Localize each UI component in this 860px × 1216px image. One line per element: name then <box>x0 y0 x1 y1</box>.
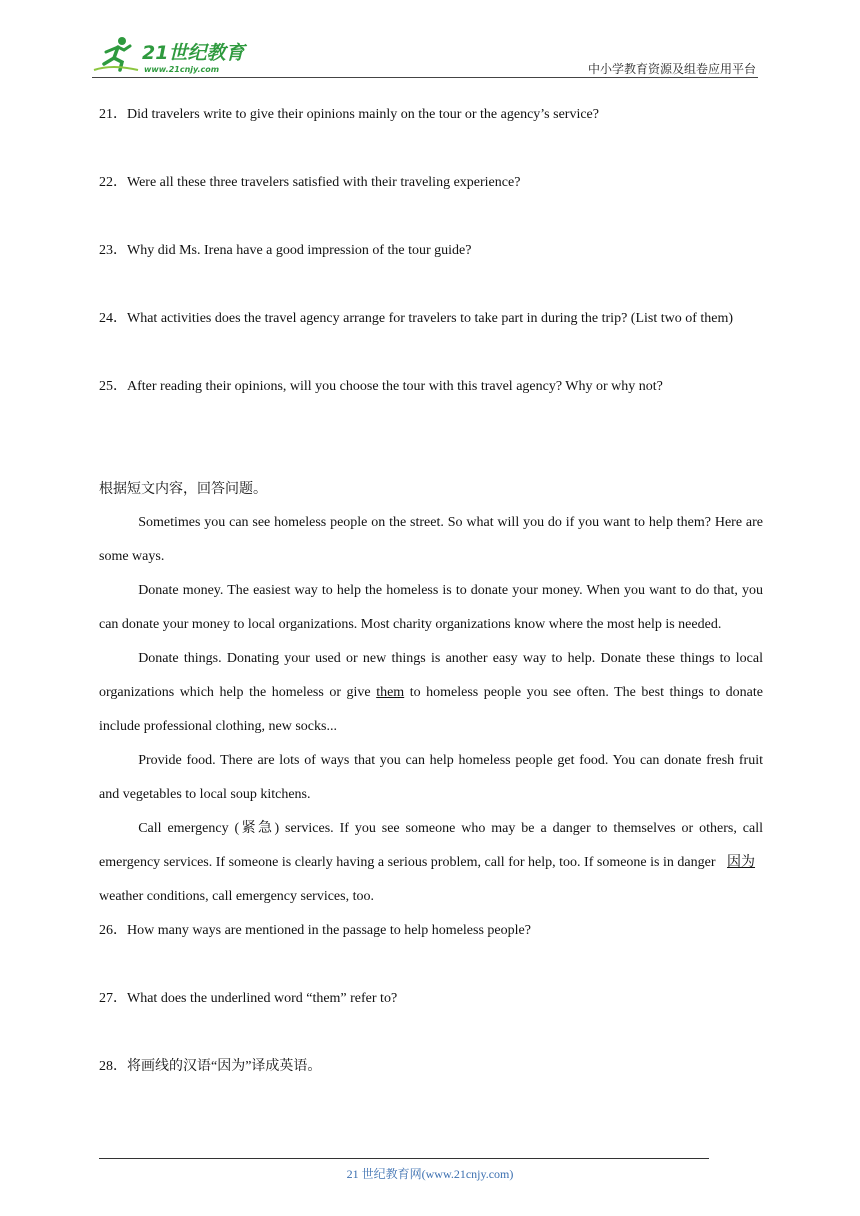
underlined-word-them: them <box>376 685 405 700</box>
document-body <box>99 98 763 1084</box>
footer-link[interactable]: 21 世纪教育网(www.21cnjy.com) <box>346 1167 514 1181</box>
section-instruction: 根据短文内容，回答问题。 <box>99 481 267 497</box>
question-23: 23．Why did Ms. Irena have a good impression of the tour guide? <box>99 243 472 258</box>
page-header <box>92 34 758 78</box>
passage-paragraph-3: Donate things. Donating your used or new things is another easy way to help. Donate these things to local organizations which help the homeless or give them to homeless people you see often. The best things to donate include professional clothing, new socks... <box>99 651 763 734</box>
passage-paragraph-4: Provide food. There are lots of ways that you can help homeless people get food. You can donate fresh fruit and vegetables to local soup kitchens. <box>99 753 763 802</box>
question-24: 24．What activities does the travel agency arrange for travelers to take part in during the trip? (List two of them) <box>99 311 734 326</box>
platform-tagline: 中小学教育资源及组卷应用平台 <box>587 62 756 76</box>
question-25: 25．After reading their opinions, will you choose the tour with this travel agency? Why or why not? <box>99 379 663 394</box>
logo-21cnjy <box>92 34 262 76</box>
svg-text:www.21cnjy.com: www.21cnjy.com <box>144 65 220 74</box>
passage-paragraph-1: Sometimes you can see homeless people on the street. So what will you do if you want to help them? Here are some ways. <box>99 515 763 564</box>
question-21: 21．Did travelers write to give their opinions mainly on the tour or the agency’s service? <box>99 107 599 122</box>
footer-divider <box>99 1158 709 1159</box>
svg-text:21世纪教育: 21世纪教育 <box>142 42 245 64</box>
question-22: 22．Were all these three travelers satisfied with their traveling experience? <box>99 175 521 190</box>
underlined-chinese-yinwei: 因为 <box>727 855 756 870</box>
passage-paragraph-5: Call emergency (紧急) services. If you see someone who may be a danger to themselves or others, call emergency services. If someone is clearly having a serious problem, call for help, too. If someone is in danger 因为 weather conditions, call emergency services, too. <box>99 821 763 904</box>
question-26: 26．How many ways are mentioned in the passage to help homeless people? <box>99 923 531 938</box>
passage-paragraph-2: Donate money. The easiest way to help the homeless is to donate your money. When you want to do that, you can donate your money to local organizations. Most charity organizations know where the most help is needed. <box>99 583 763 632</box>
question-28: 28．将画线的汉语“因为”译成英语。 <box>99 1059 322 1074</box>
header-divider <box>92 77 758 78</box>
question-27: 27．What does the underlined word “them” refer to? <box>99 991 398 1006</box>
